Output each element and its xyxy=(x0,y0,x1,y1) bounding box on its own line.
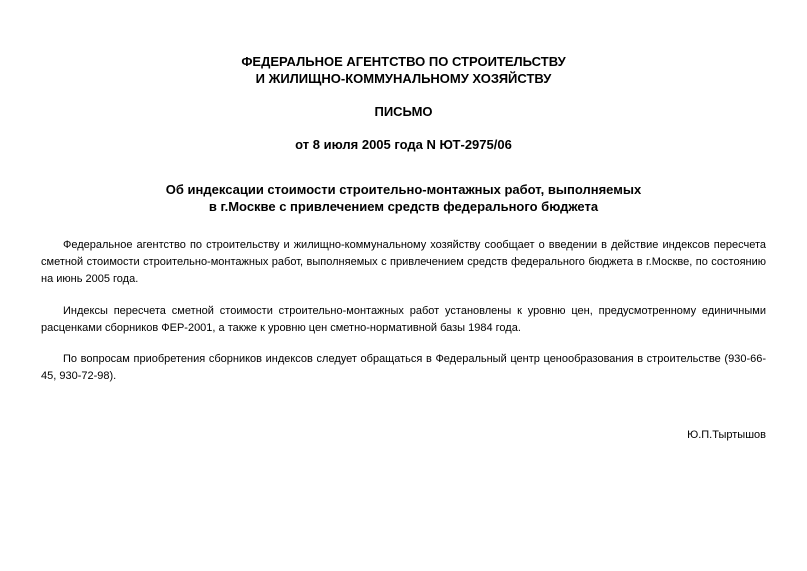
signature-name: Ю.П.Тыртышов xyxy=(687,429,766,441)
document-subject xyxy=(0,181,807,215)
document-type: ПИСЬМО xyxy=(374,104,433,119)
document-subject-line-1: Об индексации стоимости строительно-монтажных работ, выполняемых xyxy=(165,182,642,197)
document-subject-line-2: в г.Москве с привлечением средств федерального бюджета xyxy=(208,199,599,214)
agency-name xyxy=(0,53,807,87)
body-paragraph-1: Федеральное агентство по строительству и жилищно-коммунальному хозяйству сообщает о введении в действие индексов пересчета сметной стоимости строительно-монтажных работ, выполняемых с привлечением средств федерального бюджета в г.Москве, по состоянию на июнь 2005 года. xyxy=(41,239,766,285)
body-paragraph-3: По вопросам приобретения сборников индексов следует обращаться в Федеральный центр ценообразования в строительстве (930-66-45, 930-72-98). xyxy=(41,353,766,382)
body-paragraph-2: Индексы пересчета сметной стоимости строительно-монтажных работ установлены к уровню цен, предусмотренному единичными расценками сборников ФЕР-2001, а также к уровню цен сметно-нормативной базы 1984 года. xyxy=(41,305,766,334)
agency-name-line-2: И ЖИЛИЩНО-КОММУНАЛЬНОМУ ХОЗЯЙСТВУ xyxy=(255,71,552,86)
agency-name-line-1: ФЕДЕРАЛЬНОЕ АГЕНТСТВО ПО СТРОИТЕЛЬСТВУ xyxy=(241,54,566,69)
document-date-number: от 8 июля 2005 года N ЮТ-2975/06 xyxy=(295,137,512,152)
